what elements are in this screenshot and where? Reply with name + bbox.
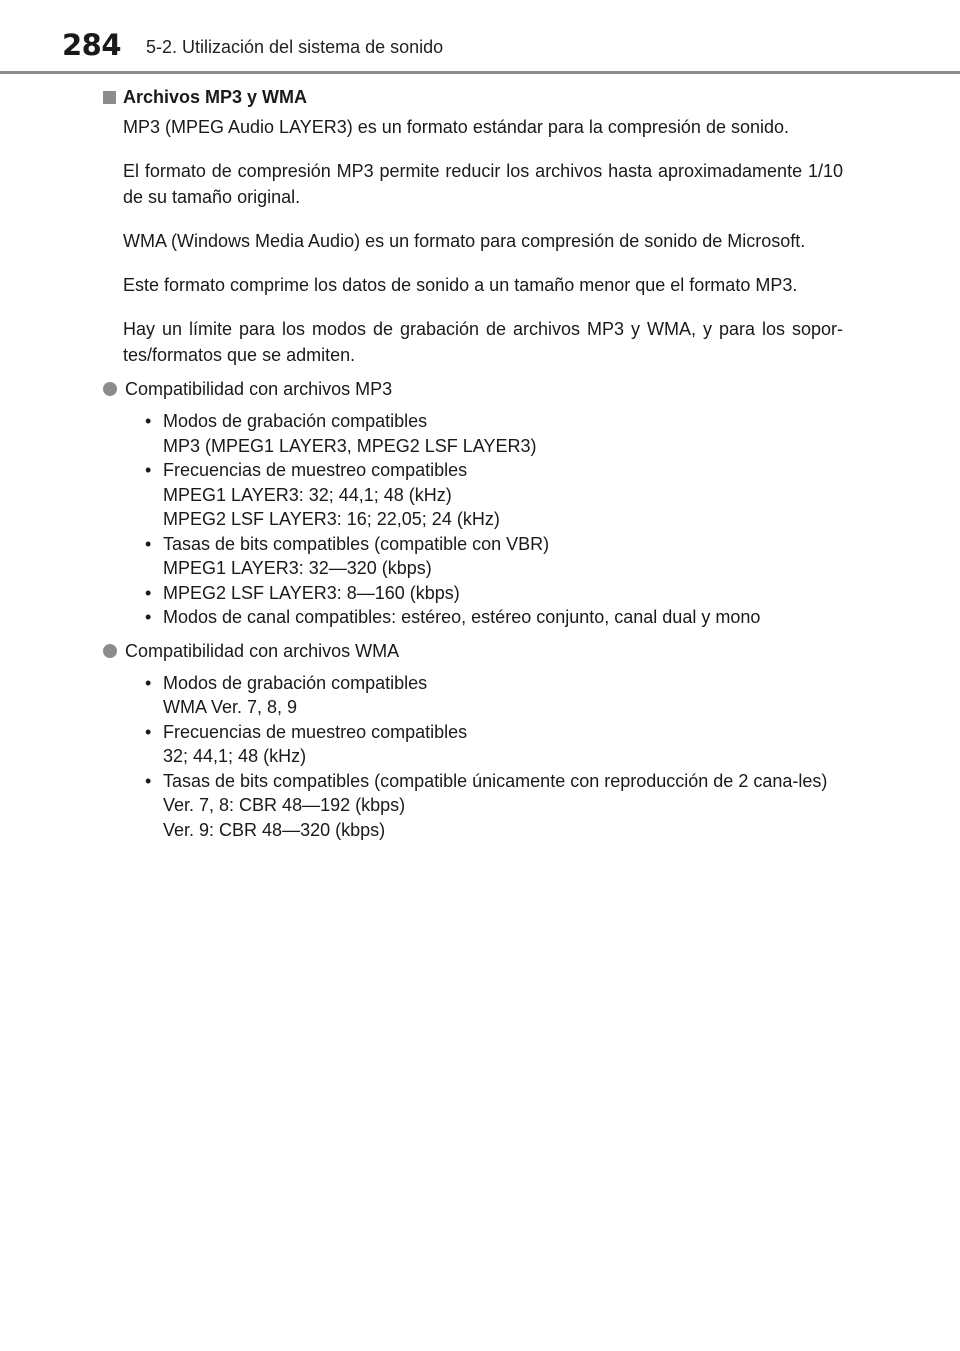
spec-list-item	[145, 605, 843, 630]
spec-item-label: • Tasas de bits compatibles (compatible únicamente con reproducción de 2 cana-les)	[163, 770, 828, 791]
spec-item-label: • Tasas de bits compatibles (compatible con VBR)	[163, 533, 550, 554]
circle-bullet-icon	[103, 382, 117, 396]
wma-compat-heading	[103, 638, 843, 664]
wma-compat-title: Compatibilidad con archivos WMA	[125, 640, 400, 661]
spec-item-label: • MPEG2 LSF LAYER3: 8—160 (kbps)	[163, 582, 460, 603]
paragraph: El formato de compresión MP3 permite reducir los archivos hasta aproximadamente 1/10 de su tamaño original.	[123, 161, 843, 207]
spec-item-value: MPEG1 LAYER3: 32; 44,1; 48 (kHz)	[163, 484, 452, 505]
spec-item-label: • Frecuencias de muestreo compatibles	[163, 721, 468, 742]
square-bullet-icon	[103, 91, 116, 104]
section-heading	[103, 86, 843, 108]
mp3-compat-title: Compatibilidad con archivos MP3	[125, 379, 393, 399]
spec-item-value: MP3 (MPEG1 LAYER3, MPEG2 LSF LAYER3)	[163, 435, 537, 456]
spec-list-item	[145, 532, 843, 581]
paragraph: WMA (Windows Media Audio) es un formato para compresión de sonido de Microsoft.	[123, 231, 806, 251]
spec-list-item	[145, 581, 843, 606]
spec-item-label: • Modos de canal compatibles: estéreo, estéreo conjunto, canal dual y mono	[163, 607, 761, 627]
mp3-spec-list	[103, 409, 843, 630]
spec-item-value: MPEG2 LSF LAYER3: 16; 22,05; 24 (kHz)	[163, 509, 500, 529]
spec-item-value: 32; 44,1; 48 (kHz)	[163, 746, 307, 766]
wma-spec-list	[103, 671, 843, 843]
paragraph: Este formato comprime los datos de sonido a un tamaño menor que el formato MP3.	[123, 275, 798, 295]
page-content	[103, 86, 843, 850]
paragraph: MP3 (MPEG Audio LAYER3) es un formato estándar para la compresión de sonido.	[123, 117, 790, 137]
spec-item-value: Ver. 9: CBR 48—320 (kbps)	[163, 819, 386, 840]
spec-item-value: WMA Ver. 7, 8, 9	[163, 697, 298, 717]
spec-list-item	[145, 720, 843, 769]
section-heading-text: Archivos MP3 y WMA	[123, 87, 308, 107]
header-divider	[0, 71, 960, 74]
spec-list-item	[145, 671, 843, 720]
paragraph: Hay un límite para los modos de grabación de archivos MP3 y WMA, y para los sopor-tes/formatos que se admiten.	[123, 319, 843, 365]
page-header	[0, 0, 960, 76]
spec-item-value: MPEG1 LAYER3: 32—320 (kbps)	[163, 558, 432, 578]
spec-list-item	[145, 409, 843, 458]
spec-item-value: Ver. 7, 8: CBR 48—192 (kbps)	[163, 795, 406, 815]
spec-item-label: • Frecuencias de muestreo compatibles	[163, 460, 468, 480]
spec-item-label: • Modos de grabación compatibles	[163, 672, 428, 693]
section-title: 5-2. Utilización del sistema de sonido	[146, 37, 444, 57]
circle-bullet-icon	[103, 644, 117, 658]
spec-item-label: • Modos de grabación compatibles	[163, 411, 428, 431]
spec-list-item	[145, 458, 843, 532]
page-number: 284	[62, 28, 122, 62]
spec-list-item	[145, 769, 843, 843]
mp3-compat-heading	[103, 376, 843, 402]
